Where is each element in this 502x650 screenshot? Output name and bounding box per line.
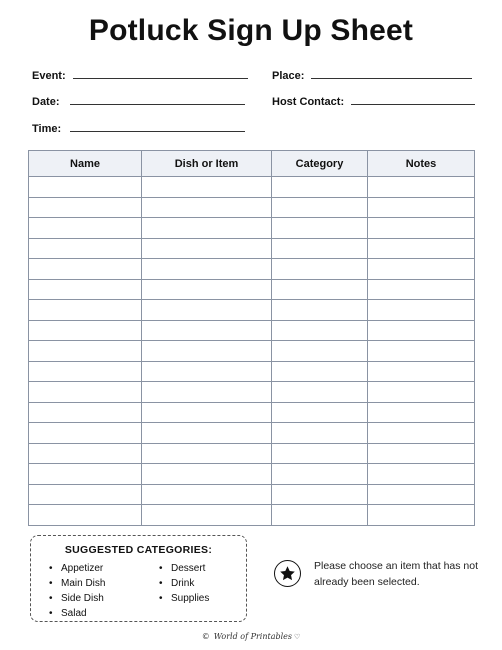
table-cell[interactable] (142, 361, 272, 382)
table-row (29, 259, 475, 280)
table-cell[interactable] (142, 320, 272, 341)
table-row (29, 505, 475, 526)
table-row (29, 177, 475, 198)
table-cell[interactable] (29, 320, 142, 341)
table-cell[interactable] (142, 464, 272, 485)
table-row (29, 300, 475, 321)
table-cell[interactable] (29, 279, 142, 300)
table-cell[interactable] (368, 279, 475, 300)
table-row (29, 320, 475, 341)
suggested-categories-title: SUGGESTED CATEGORIES: (64, 544, 213, 556)
table-cell[interactable] (29, 177, 142, 198)
table-cell[interactable] (29, 402, 142, 423)
table-row (29, 218, 475, 239)
table-cell[interactable] (368, 197, 475, 218)
table-cell[interactable] (29, 197, 142, 218)
table-cell[interactable] (142, 218, 272, 239)
table-cell[interactable] (272, 505, 368, 526)
footer (0, 632, 502, 641)
table-cell[interactable] (142, 177, 272, 198)
table-cell[interactable] (368, 505, 475, 526)
table-cell[interactable] (368, 218, 475, 239)
table-cell[interactable] (29, 464, 142, 485)
table-cell[interactable] (272, 320, 368, 341)
table-cell[interactable] (142, 382, 272, 403)
place-label: Place: (272, 70, 305, 82)
event-field (32, 70, 248, 82)
table-cell[interactable] (272, 279, 368, 300)
table-cell[interactable] (29, 505, 142, 526)
table-cell[interactable] (29, 361, 142, 382)
copyright-symbol: © (201, 632, 210, 641)
category-item: • Dessert (159, 561, 209, 576)
signup-table (28, 150, 475, 526)
table-row (29, 402, 475, 423)
table-row (29, 382, 475, 403)
table-header-row (29, 151, 475, 177)
table-row (29, 361, 475, 382)
table-cell[interactable] (368, 259, 475, 280)
table-cell[interactable] (368, 443, 475, 464)
table-row (29, 443, 475, 464)
time-line[interactable] (70, 131, 245, 132)
table-body (29, 177, 475, 526)
brand-logo: World of Printables (213, 632, 292, 641)
column-header-notes: Notes (368, 151, 475, 177)
table-cell[interactable] (142, 197, 272, 218)
table-cell[interactable] (142, 238, 272, 259)
table-cell[interactable] (368, 341, 475, 362)
heart-icon: ♡ (294, 633, 301, 641)
category-item: • Main Dish (49, 576, 105, 591)
table-cell[interactable] (368, 484, 475, 505)
table-row (29, 238, 475, 259)
table-cell[interactable] (272, 197, 368, 218)
table-cell[interactable] (142, 443, 272, 464)
time-label: Time: (32, 123, 62, 135)
table-cell[interactable] (272, 341, 368, 362)
table-cell[interactable] (272, 259, 368, 280)
table-row (29, 279, 475, 300)
table-cell[interactable] (272, 238, 368, 259)
table-cell[interactable] (29, 300, 142, 321)
table-row (29, 423, 475, 444)
table-cell[interactable] (272, 464, 368, 485)
star-icon (274, 560, 301, 587)
table-cell[interactable] (368, 177, 475, 198)
table-cell[interactable] (272, 443, 368, 464)
table-row (29, 341, 475, 362)
table-cell[interactable] (29, 238, 142, 259)
table-cell[interactable] (368, 382, 475, 403)
table-cell[interactable] (29, 341, 142, 362)
place-field (272, 70, 472, 82)
table-cell[interactable] (29, 484, 142, 505)
categories-left-list (49, 561, 105, 621)
table-cell[interactable] (272, 361, 368, 382)
table-cell[interactable] (142, 484, 272, 505)
category-item: • Appetizer (49, 561, 105, 576)
table-cell[interactable] (29, 423, 142, 444)
category-item: • Supplies (159, 591, 209, 606)
date-field (32, 96, 245, 108)
column-header-dish: Dish or Item (142, 151, 272, 177)
table-cell[interactable] (142, 505, 272, 526)
category-item: • Side Dish (49, 591, 105, 606)
host-contact-field (272, 96, 475, 108)
category-item: • Salad (49, 606, 105, 621)
table-row (29, 464, 475, 485)
table-cell[interactable] (368, 238, 475, 259)
page-title: Potluck Sign Up Sheet (88, 14, 414, 47)
star-icon-glyph (279, 565, 296, 582)
column-header-category: Category (272, 151, 368, 177)
column-header-name: Name (29, 151, 142, 177)
table-row (29, 484, 475, 505)
event-line[interactable] (73, 78, 248, 79)
date-label: Date: (32, 96, 60, 108)
host-contact-line[interactable] (351, 104, 475, 105)
table-cell[interactable] (29, 218, 142, 239)
table-cell[interactable] (368, 320, 475, 341)
table-cell[interactable] (368, 402, 475, 423)
table-cell[interactable] (142, 300, 272, 321)
table-cell[interactable] (272, 382, 368, 403)
table-cell[interactable] (272, 423, 368, 444)
categories-right-list (159, 561, 209, 606)
event-label: Event: (32, 70, 66, 82)
date-line[interactable] (70, 104, 245, 105)
table-cell[interactable] (368, 361, 475, 382)
table-cell[interactable] (142, 279, 272, 300)
place-line[interactable] (311, 78, 472, 79)
table-cell[interactable] (142, 341, 272, 362)
table-cell[interactable] (368, 300, 475, 321)
note-text: Please choose an item that has not already been selected. (314, 560, 479, 588)
table-cell[interactable] (272, 300, 368, 321)
host-contact-label: Host Contact: (272, 96, 345, 108)
table-cell[interactable] (142, 423, 272, 444)
time-field (32, 123, 245, 135)
table-cell[interactable] (272, 218, 368, 239)
table-row (29, 197, 475, 218)
suggested-categories-box (30, 535, 247, 622)
table-cell[interactable] (142, 402, 272, 423)
table-cell[interactable] (29, 443, 142, 464)
table-cell[interactable] (272, 402, 368, 423)
table-cell[interactable] (29, 259, 142, 280)
table-cell[interactable] (368, 464, 475, 485)
category-item: • Drink (159, 576, 209, 591)
table-cell[interactable] (272, 484, 368, 505)
table-cell[interactable] (272, 177, 368, 198)
table-cell[interactable] (142, 259, 272, 280)
table-cell[interactable] (29, 382, 142, 403)
table-cell[interactable] (368, 423, 475, 444)
